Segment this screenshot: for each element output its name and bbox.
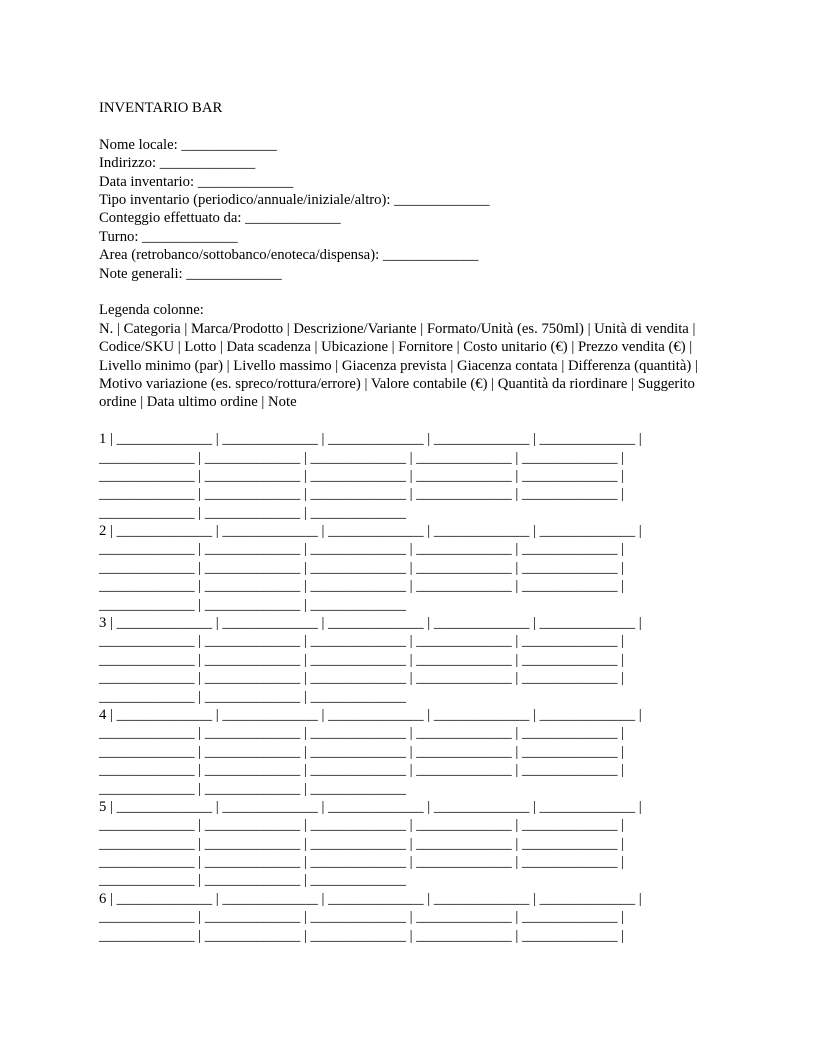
inventory-rows	[99, 430, 707, 945]
field-label: Turno:	[99, 228, 139, 245]
row-line[interactable]: _____________ | _____________ | _____________	[99, 504, 406, 521]
field-area	[99, 246, 707, 264]
field-blank[interactable]: _____________	[159, 155, 256, 172]
field-blank[interactable]: _____________	[382, 247, 479, 264]
spacer	[99, 117, 707, 135]
row-line[interactable]: _____________ | _____________ | _____________ | _____________ | _____________ |	[99, 467, 625, 484]
row-line[interactable]: 2 | _____________ | _____________ | _____________ | _____________ | _____________ |	[99, 523, 642, 540]
field-label: Indirizzo:	[99, 155, 157, 172]
row-line[interactable]: _____________ | _____________ | _____________ | _____________ | _____________ |	[99, 909, 625, 926]
legend-text: N. | Categoria | Marca/Prodotto | Descrizione/Variante | Formato/Unità (es. 750ml) | Unità di vendita | Codice/SKU | Lotto | Data scadenza | Ubicazione | Fornitore | Costo unitario (€) | Prezzo vendita (€) | Livello minimo (par) | Livello massimo | Giacenza prevista | Giacenza contata | Differenza (quantità) | Motivo variazione (es. spreco/rottura/errore) | Valore contabile (€) | Quantità da riordinare | Suggerito ordine | Data ultimo ordine | Note	[99, 320, 698, 411]
field-label: Nome locale:	[99, 136, 178, 153]
row-line[interactable]: _____________ | _____________ | _____________ | _____________ | _____________ |	[99, 743, 625, 760]
row-line[interactable]: _____________ | _____________ | _____________ | _____________ | _____________ |	[99, 854, 625, 871]
inventory-row-6	[99, 890, 707, 945]
field-label: Data inventario:	[99, 173, 195, 190]
row-line[interactable]: _____________ | _____________ | _____________ | _____________ | _____________ |	[99, 486, 625, 503]
inventory-row-4	[99, 706, 707, 798]
field-blank[interactable]: _____________	[394, 191, 490, 208]
row-line[interactable]: _____________ | _____________ | _____________ | _____________ | _____________ |	[99, 670, 625, 687]
row-line[interactable]: _____________ | _____________ | _____________ | _____________ | _____________ |	[99, 449, 625, 466]
field-label: Tipo inventario (periodico/annuale/iniziale/altro):	[99, 191, 391, 208]
spacer	[99, 412, 707, 430]
row-line[interactable]: _____________ | _____________ | _____________	[99, 872, 406, 889]
field-label: Conteggio effettuato da:	[99, 210, 242, 227]
row-line[interactable]: _____________ | _____________ | _____________	[99, 688, 406, 705]
field-blank[interactable]: _____________	[142, 228, 238, 245]
field-label: Note generali:	[99, 265, 183, 282]
row-line[interactable]: 1 | _____________ | _____________ | _____________ | _____________ | _____________ |	[99, 431, 642, 448]
field-blank[interactable]: _____________	[197, 173, 294, 190]
field-nome-locale	[99, 136, 707, 154]
field-label: Area (retrobanco/sottobanco/enoteca/dispensa):	[99, 247, 380, 264]
row-line[interactable]: _____________ | _____________ | _____________ | _____________ | _____________ |	[99, 651, 625, 668]
row-line[interactable]: _____________ | _____________ | _____________ | _____________ | _____________ |	[99, 927, 625, 944]
field-blank[interactable]: _____________	[181, 136, 277, 153]
row-line[interactable]: _____________ | _____________ | _____________ | _____________ | _____________ |	[99, 817, 625, 834]
row-line[interactable]: _____________ | _____________ | _____________ | _____________ | _____________ |	[99, 835, 625, 852]
spacer	[99, 283, 707, 301]
field-indirizzo	[99, 154, 707, 172]
row-line[interactable]: _____________ | _____________ | _____________ | _____________ | _____________ |	[99, 578, 625, 595]
row-line[interactable]: 3 | _____________ | _____________ | _____________ | _____________ | _____________ |	[99, 615, 642, 632]
row-line[interactable]: _____________ | _____________ | _____________ | _____________ | _____________ |	[99, 541, 625, 558]
row-line[interactable]: _____________ | _____________ | _____________	[99, 596, 406, 613]
field-turno	[99, 228, 707, 246]
field-blank[interactable]: _____________	[245, 210, 341, 227]
legend-title: Legenda colonne:	[99, 302, 204, 319]
row-line[interactable]: _____________ | _____________ | _____________	[99, 780, 406, 797]
row-line[interactable]: 5 | _____________ | _____________ | _____________ | _____________ | _____________ |	[99, 798, 642, 815]
inventory-row-3	[99, 614, 707, 706]
row-line[interactable]: _____________ | _____________ | _____________ | _____________ | _____________ |	[99, 633, 625, 650]
inventory-row-1	[99, 430, 707, 522]
row-line[interactable]: 4 | _____________ | _____________ | _____________ | _____________ | _____________ |	[99, 706, 642, 723]
document-title: INVENTARIO BAR	[99, 100, 223, 116]
document-page	[99, 99, 707, 945]
header-fields	[99, 136, 707, 283]
field-tipo-inventario	[99, 191, 707, 209]
field-blank[interactable]: _____________	[186, 265, 282, 282]
row-line[interactable]: _____________ | _____________ | _____________ | _____________ | _____________ |	[99, 725, 625, 742]
field-note-generali	[99, 265, 707, 283]
field-data-inventario	[99, 173, 707, 191]
row-line[interactable]: _____________ | _____________ | _____________ | _____________ | _____________ |	[99, 559, 625, 576]
row-line[interactable]: _____________ | _____________ | _____________ | _____________ | _____________ |	[99, 762, 625, 779]
inventory-row-2	[99, 522, 707, 614]
field-conteggio	[99, 209, 707, 227]
inventory-row-5	[99, 798, 707, 890]
row-line[interactable]: 6 | _____________ | _____________ | _____________ | _____________ | _____________ |	[99, 890, 642, 907]
